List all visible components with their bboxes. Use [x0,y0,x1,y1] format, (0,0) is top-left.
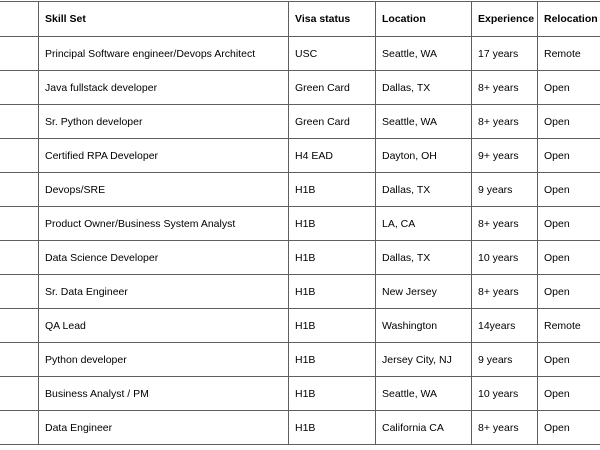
cell-location: Dayton, OH [376,139,472,173]
cell-experience: 8+ years [472,411,538,445]
table-row [0,139,600,173]
table-row [0,411,600,445]
cell-index [0,343,39,377]
cell-relocation: Remote [538,37,600,71]
cell-skill-set: Principal Software engineer/Devops Architect [39,37,289,71]
cell-experience: 10 years [472,241,538,275]
cell-index [0,173,39,207]
table-row [0,173,600,207]
table-row [0,275,600,309]
cell-visa-status: H1B [289,173,376,207]
cell-skill-set: Certified RPA Developer [39,139,289,173]
cell-relocation: Open [538,71,600,105]
cell-location: Dallas, TX [376,71,472,105]
cell-visa-status: H4 EAD [289,139,376,173]
cell-relocation: Open [538,377,600,411]
cell-index [0,241,39,275]
cell-experience: 10 years [472,377,538,411]
cell-visa-status: Green Card [289,71,376,105]
table-row [0,241,600,275]
cell-index [0,309,39,343]
cell-skill-set: Sr. Data Engineer [39,275,289,309]
table-row [0,207,600,241]
cell-relocation: Open [538,343,600,377]
cell-location: Seattle, WA [376,377,472,411]
cell-visa-status: H1B [289,309,376,343]
cell-location: Washington [376,309,472,343]
cell-experience: 17 years [472,37,538,71]
cell-index [0,71,39,105]
cell-index [0,139,39,173]
header-cell-index [0,2,39,37]
cell-visa-status: H1B [289,241,376,275]
cell-skill-set: Devops/SRE [39,173,289,207]
cell-visa-status: USC [289,37,376,71]
table-row [0,105,600,139]
cell-relocation: Open [538,139,600,173]
header-cell-experience: Experience [472,2,538,37]
cell-skill-set: Data Engineer [39,411,289,445]
cell-relocation: Open [538,275,600,309]
cell-location: New Jersey [376,275,472,309]
cell-experience: 8+ years [472,275,538,309]
cell-experience: 8+ years [472,207,538,241]
cell-experience: 8+ years [472,71,538,105]
cell-skill-set: Java fullstack developer [39,71,289,105]
cell-experience: 8+ years [472,105,538,139]
cell-relocation: Open [538,207,600,241]
cell-index [0,275,39,309]
cell-location: Jersey City, NJ [376,343,472,377]
cell-visa-status: H1B [289,207,376,241]
cell-relocation: Open [538,105,600,139]
cell-location: LA, CA [376,207,472,241]
cell-location: Dallas, TX [376,241,472,275]
cell-relocation: Open [538,241,600,275]
table-row [0,343,600,377]
cell-location: Seattle, WA [376,105,472,139]
header-cell-visa-status: Visa status [289,2,376,37]
cell-experience: 9+ years [472,139,538,173]
cell-relocation: Open [538,411,600,445]
cell-skill-set: Product Owner/Business System Analyst [39,207,289,241]
header-cell-location: Location [376,2,472,37]
cell-experience: 9 years [472,173,538,207]
cell-experience: 9 years [472,343,538,377]
table-row [0,309,600,343]
candidate-table [0,1,600,445]
header-cell-relocation: Relocation [538,2,600,37]
cell-location: California CA [376,411,472,445]
cell-skill-set: Python developer [39,343,289,377]
table-body [0,37,600,445]
cell-location: Seattle, WA [376,37,472,71]
header-cell-skill-set: Skill Set [39,2,289,37]
cell-location: Dallas, TX [376,173,472,207]
table-row [0,37,600,71]
cell-experience: 14years [472,309,538,343]
cell-skill-set: QA Lead [39,309,289,343]
table-row [0,377,600,411]
cell-index [0,207,39,241]
cell-visa-status: H1B [289,377,376,411]
table-header-row [0,2,600,37]
cell-index [0,411,39,445]
cell-index [0,105,39,139]
table-row [0,71,600,105]
cell-index [0,37,39,71]
cell-relocation: Open [538,173,600,207]
cell-skill-set: Sr. Python developer [39,105,289,139]
cell-relocation: Remote [538,309,600,343]
cell-skill-set: Data Science Developer [39,241,289,275]
cell-visa-status: Green Card [289,105,376,139]
cell-visa-status: H1B [289,275,376,309]
cell-visa-status: H1B [289,411,376,445]
cell-skill-set: Business Analyst / PM [39,377,289,411]
cell-index [0,377,39,411]
cell-visa-status: H1B [289,343,376,377]
